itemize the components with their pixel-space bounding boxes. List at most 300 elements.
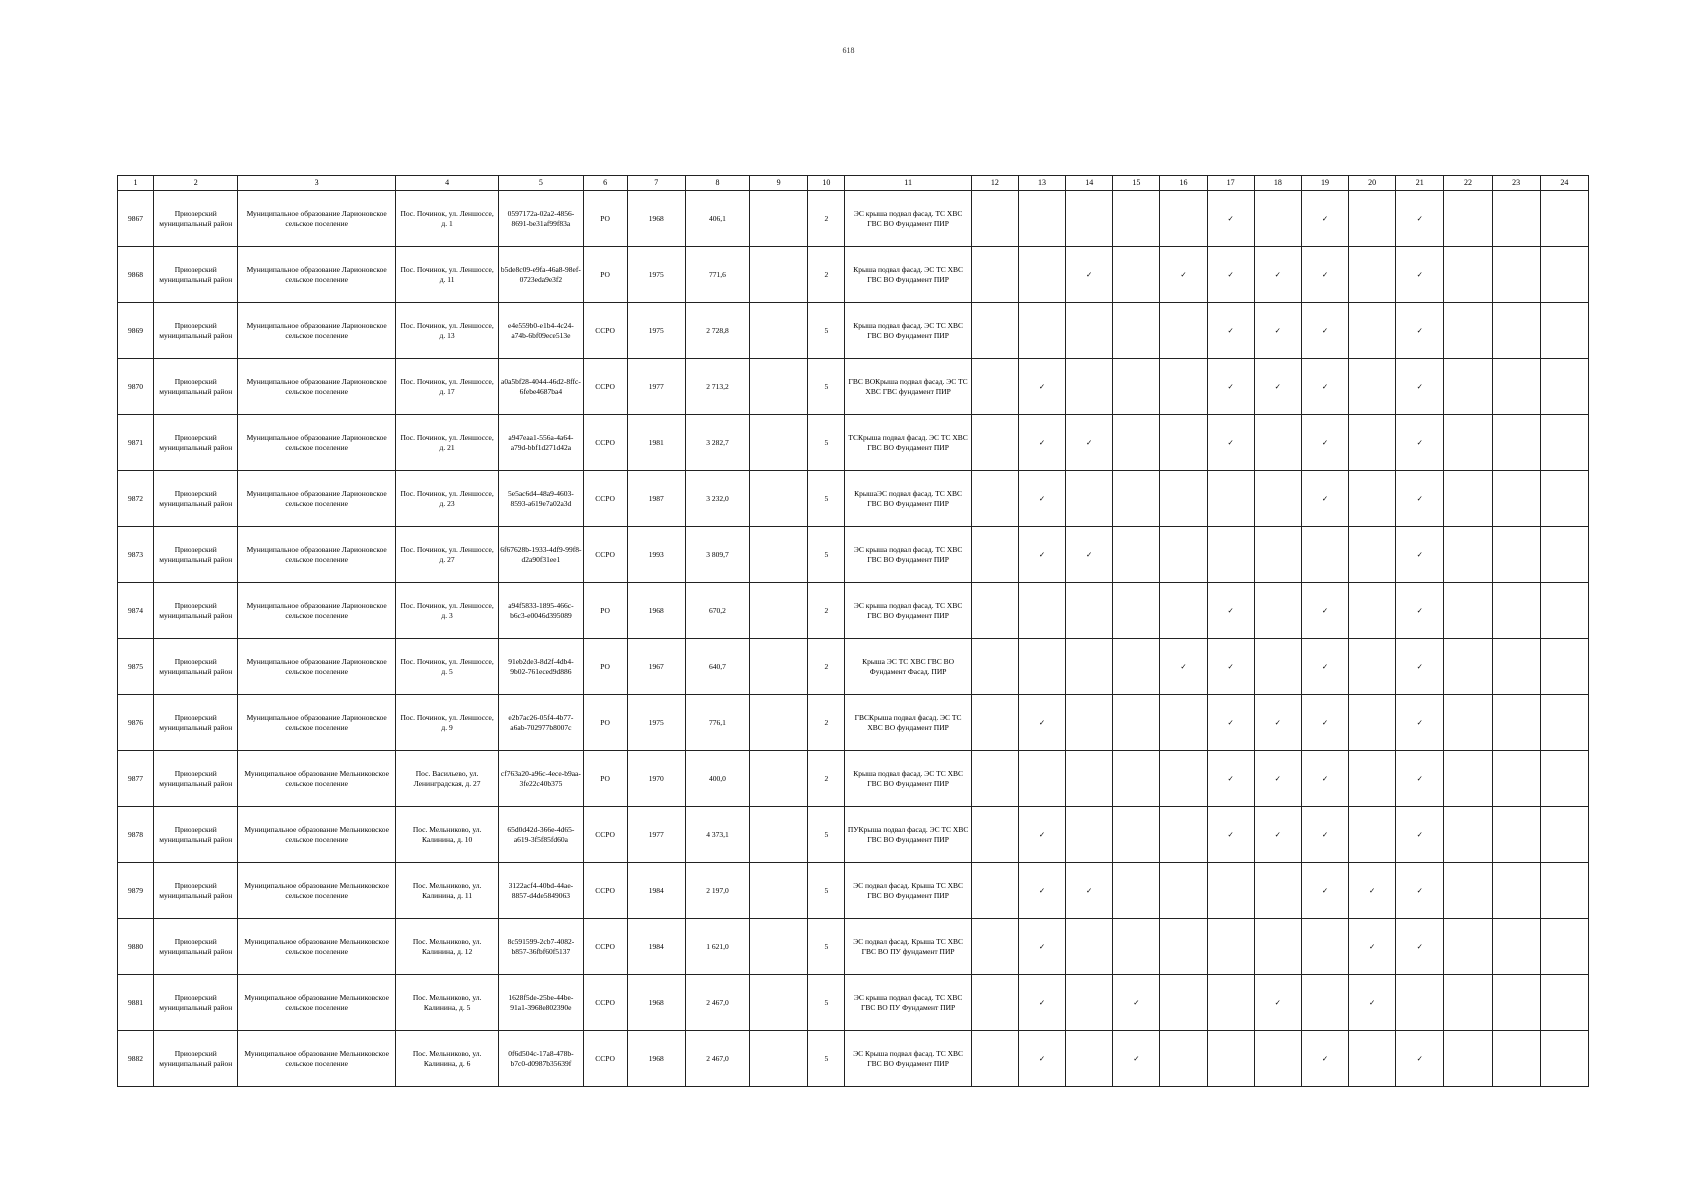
empty-cell: [1396, 975, 1444, 1031]
empty-cell: [971, 527, 1018, 583]
table-row: [118, 415, 1589, 471]
empty-cell: [1113, 471, 1160, 527]
year-cell: 1975: [627, 303, 685, 359]
check-mark-icon: ✓: [1301, 247, 1348, 303]
empty-cell: [1066, 695, 1113, 751]
year-cell: 1977: [627, 359, 685, 415]
empty-cell: [1540, 975, 1588, 1031]
table-row: [118, 359, 1589, 415]
works-cell: ЭС крыша подвал фасад. ТС ХВС ГВС ВО Фундамент ПИР: [845, 191, 971, 247]
area-cell: 2 467,0: [685, 975, 749, 1031]
column-9-cell: [750, 415, 808, 471]
empty-cell: [1492, 471, 1540, 527]
check-mark-icon: ✓: [1254, 359, 1301, 415]
district-cell: Приозерский муниципальный район: [154, 639, 238, 695]
column-header-12: 12: [971, 176, 1018, 191]
empty-cell: [971, 919, 1018, 975]
column-9-cell: [750, 751, 808, 807]
check-mark-icon: ✓: [1207, 303, 1254, 359]
check-mark-icon: ✓: [1396, 415, 1444, 471]
column-10-cell: 2: [808, 751, 845, 807]
empty-cell: [1540, 863, 1588, 919]
address-cell: Пос. Починок, ул. Леншоссе, д. 23: [395, 471, 498, 527]
check-mark-icon: ✓: [1018, 975, 1065, 1031]
area-cell: 4 373,1: [685, 807, 749, 863]
column-9-cell: [750, 191, 808, 247]
municipality-cell: Муниципальное образование Ларионовское сельское поселение: [238, 471, 396, 527]
column-header-11: 11: [845, 176, 971, 191]
empty-cell: [1113, 527, 1160, 583]
empty-cell: [1160, 359, 1207, 415]
check-mark-icon: ✓: [1207, 191, 1254, 247]
check-mark-icon: ✓: [1301, 583, 1348, 639]
check-mark-icon: ✓: [1066, 527, 1113, 583]
municipality-cell: Муниципальное образование Ларионовское сельское поселение: [238, 695, 396, 751]
district-cell: Приозерский муниципальный район: [154, 807, 238, 863]
municipality-cell: Муниципальное образование Мельниковское сельское поселение: [238, 751, 396, 807]
check-mark-icon: ✓: [1301, 751, 1348, 807]
row-number: 9872: [118, 471, 154, 527]
table-row: [118, 975, 1589, 1031]
check-mark-icon: ✓: [1396, 303, 1444, 359]
check-mark-icon: ✓: [1018, 863, 1065, 919]
municipality-cell: Муниципальное образование Мельниковское сельское поселение: [238, 919, 396, 975]
check-mark-icon: ✓: [1018, 919, 1065, 975]
house-type-cell: РО: [583, 191, 627, 247]
empty-cell: [1113, 639, 1160, 695]
empty-cell: [1349, 303, 1396, 359]
empty-cell: [1540, 471, 1588, 527]
check-mark-icon: ✓: [1018, 695, 1065, 751]
guid-cell: 3122acf4-40bd-44ae-8857-d4de5849063: [499, 863, 583, 919]
check-mark-icon: ✓: [1018, 359, 1065, 415]
page-number: 618: [842, 46, 855, 55]
column-9-cell: [750, 359, 808, 415]
check-mark-icon: ✓: [1018, 527, 1065, 583]
column-9-cell: [750, 527, 808, 583]
column-header-24: 24: [1540, 176, 1588, 191]
guid-cell: 8c591599-2cb7-4082-b857-36fbf60f5137: [499, 919, 583, 975]
empty-cell: [1160, 919, 1207, 975]
area-cell: 640,7: [685, 639, 749, 695]
empty-cell: [971, 863, 1018, 919]
empty-cell: [1540, 191, 1588, 247]
empty-cell: [1160, 527, 1207, 583]
empty-cell: [1444, 919, 1492, 975]
empty-cell: [1301, 919, 1348, 975]
empty-cell: [1540, 415, 1588, 471]
column-header-16: 16: [1160, 176, 1207, 191]
year-cell: 1975: [627, 695, 685, 751]
guid-cell: a947eaa1-556a-4a64-a79d-bbf1d271d42a: [499, 415, 583, 471]
year-cell: 1967: [627, 639, 685, 695]
empty-cell: [1540, 359, 1588, 415]
column-10-cell: 2: [808, 247, 845, 303]
empty-cell: [1160, 471, 1207, 527]
works-cell: ЭС крыша подвал фасад. ТС ХВС ГВС ВО Фундамент ПИР: [845, 583, 971, 639]
empty-cell: [1113, 359, 1160, 415]
empty-cell: [1349, 1031, 1396, 1087]
row-number: 9877: [118, 751, 154, 807]
column-10-cell: 2: [808, 583, 845, 639]
column-header-7: 7: [627, 176, 685, 191]
column-header-23: 23: [1492, 176, 1540, 191]
empty-cell: [1066, 975, 1113, 1031]
column-10-cell: 5: [808, 471, 845, 527]
column-10-cell: 5: [808, 415, 845, 471]
empty-cell: [1160, 583, 1207, 639]
house-type-cell: ССРО: [583, 919, 627, 975]
empty-cell: [971, 471, 1018, 527]
empty-cell: [1113, 415, 1160, 471]
check-mark-icon: ✓: [1301, 863, 1348, 919]
check-mark-icon: ✓: [1396, 359, 1444, 415]
empty-cell: [1444, 359, 1492, 415]
empty-cell: [1066, 639, 1113, 695]
column-10-cell: 5: [808, 303, 845, 359]
empty-cell: [1349, 471, 1396, 527]
empty-cell: [1349, 415, 1396, 471]
check-mark-icon: ✓: [1207, 807, 1254, 863]
column-header-21: 21: [1396, 176, 1444, 191]
guid-cell: 91eb2de3-8d2f-4db4-9b02-761eced9d886: [499, 639, 583, 695]
district-cell: Приозерский муниципальный район: [154, 415, 238, 471]
area-cell: 406,1: [685, 191, 749, 247]
empty-cell: [1444, 975, 1492, 1031]
empty-cell: [1207, 471, 1254, 527]
empty-cell: [1018, 191, 1065, 247]
address-cell: Пос. Починок, ул. Леншоссе, д. 11: [395, 247, 498, 303]
check-mark-icon: ✓: [1254, 303, 1301, 359]
check-mark-icon: ✓: [1018, 1031, 1065, 1087]
address-cell: Пос. Мельниково, ул. Калинина, д. 10: [395, 807, 498, 863]
check-mark-icon: ✓: [1301, 471, 1348, 527]
check-mark-icon: ✓: [1113, 1031, 1160, 1087]
area-cell: 2 197,0: [685, 863, 749, 919]
empty-cell: [1113, 247, 1160, 303]
column-header-2: 2: [154, 176, 238, 191]
guid-cell: 6f67628b-1933-4df9-99f8-d2a90f31ee1: [499, 527, 583, 583]
municipality-cell: Муниципальное образование Ларионовское сельское поселение: [238, 303, 396, 359]
check-mark-icon: ✓: [1207, 359, 1254, 415]
works-cell: ЭС подвал фасад. Крыша ТС ХВС ГВС ВО ПУ фундамент ПИР: [845, 919, 971, 975]
empty-cell: [1349, 807, 1396, 863]
address-cell: Пос. Васильево, ул. Ленинградская, д. 27: [395, 751, 498, 807]
empty-cell: [1349, 527, 1396, 583]
check-mark-icon: ✓: [1301, 639, 1348, 695]
check-mark-icon: ✓: [1254, 751, 1301, 807]
check-mark-icon: ✓: [1396, 639, 1444, 695]
empty-cell: [1113, 303, 1160, 359]
empty-cell: [1444, 1031, 1492, 1087]
empty-cell: [971, 807, 1018, 863]
check-mark-icon: ✓: [1207, 639, 1254, 695]
district-cell: Приозерский муниципальный район: [154, 863, 238, 919]
address-cell: Пос. Починок, ул. Леншоссе, д. 1: [395, 191, 498, 247]
empty-cell: [971, 303, 1018, 359]
empty-cell: [1113, 807, 1160, 863]
column-10-cell: 5: [808, 807, 845, 863]
year-cell: 1968: [627, 583, 685, 639]
works-cell: ПУКрыша подвал фасад. ЭС ТС ХВС ГВС ВО Фундамент ПИР: [845, 807, 971, 863]
check-mark-icon: ✓: [1018, 415, 1065, 471]
check-mark-icon: ✓: [1207, 247, 1254, 303]
column-10-cell: 2: [808, 639, 845, 695]
works-cell: ЭС подвал фасад. Крыша ТС ХВС ГВС ВО Фундамент ПИР: [845, 863, 971, 919]
district-cell: Приозерский муниципальный район: [154, 247, 238, 303]
check-mark-icon: ✓: [1396, 247, 1444, 303]
check-mark-icon: ✓: [1396, 191, 1444, 247]
empty-cell: [1066, 303, 1113, 359]
empty-cell: [1349, 751, 1396, 807]
empty-cell: [1444, 583, 1492, 639]
column-9-cell: [750, 863, 808, 919]
municipality-cell: Муниципальное образование Ларионовское сельское поселение: [238, 191, 396, 247]
table-row: [118, 919, 1589, 975]
table-row: [118, 247, 1589, 303]
empty-cell: [1113, 751, 1160, 807]
column-9-cell: [750, 303, 808, 359]
year-cell: 1984: [627, 863, 685, 919]
guid-cell: e4e559b0-e1b4-4c24-a74b-6bf09ece513e: [499, 303, 583, 359]
empty-cell: [971, 583, 1018, 639]
area-cell: 2 728,8: [685, 303, 749, 359]
check-mark-icon: ✓: [1349, 919, 1396, 975]
table-row: [118, 191, 1589, 247]
empty-cell: [1207, 527, 1254, 583]
empty-cell: [1254, 191, 1301, 247]
area-cell: 3 282,7: [685, 415, 749, 471]
address-cell: Пос. Починок, ул. Леншоссе, д. 21: [395, 415, 498, 471]
row-number: 9871: [118, 415, 154, 471]
empty-cell: [1492, 527, 1540, 583]
check-mark-icon: ✓: [1207, 695, 1254, 751]
address-cell: Пос. Починок, ул. Леншоссе, д. 27: [395, 527, 498, 583]
empty-cell: [971, 975, 1018, 1031]
municipality-cell: Муниципальное образование Ларионовское сельское поселение: [238, 583, 396, 639]
row-number: 9880: [118, 919, 154, 975]
address-cell: Пос. Мельниково, ул. Калинина, д. 11: [395, 863, 498, 919]
check-mark-icon: ✓: [1207, 751, 1254, 807]
check-mark-icon: ✓: [1396, 919, 1444, 975]
house-type-cell: РО: [583, 695, 627, 751]
column-9-cell: [750, 639, 808, 695]
empty-cell: [1492, 191, 1540, 247]
empty-cell: [1492, 359, 1540, 415]
empty-cell: [1160, 303, 1207, 359]
table-row: [118, 303, 1589, 359]
empty-cell: [971, 751, 1018, 807]
column-9-cell: [750, 1031, 808, 1087]
empty-cell: [1349, 191, 1396, 247]
empty-cell: [1160, 751, 1207, 807]
check-mark-icon: ✓: [1301, 359, 1348, 415]
empty-cell: [1492, 919, 1540, 975]
row-number: 9875: [118, 639, 154, 695]
empty-cell: [1066, 583, 1113, 639]
check-mark-icon: ✓: [1018, 807, 1065, 863]
district-cell: Приозерский муниципальный район: [154, 695, 238, 751]
column-10-cell: 5: [808, 527, 845, 583]
empty-cell: [1066, 751, 1113, 807]
row-number: 9879: [118, 863, 154, 919]
year-cell: 1993: [627, 527, 685, 583]
column-header-1: 1: [118, 176, 154, 191]
empty-cell: [1349, 639, 1396, 695]
municipality-cell: Муниципальное образование Мельниковское сельское поселение: [238, 863, 396, 919]
address-cell: Пос. Починок, ул. Леншоссе, д. 3: [395, 583, 498, 639]
empty-cell: [1540, 695, 1588, 751]
table-row: [118, 1031, 1589, 1087]
empty-cell: [1207, 919, 1254, 975]
check-mark-icon: ✓: [1396, 695, 1444, 751]
municipality-cell: Муниципальное образование Мельниковское сельское поселение: [238, 1031, 396, 1087]
column-header-19: 19: [1301, 176, 1348, 191]
empty-cell: [1349, 359, 1396, 415]
empty-cell: [1113, 695, 1160, 751]
table-row: [118, 751, 1589, 807]
check-mark-icon: ✓: [1113, 975, 1160, 1031]
column-header-15: 15: [1113, 176, 1160, 191]
column-10-cell: 5: [808, 975, 845, 1031]
empty-cell: [1492, 751, 1540, 807]
column-header-4: 4: [395, 176, 498, 191]
column-10-cell: 5: [808, 1031, 845, 1087]
column-9-cell: [750, 247, 808, 303]
check-mark-icon: ✓: [1396, 863, 1444, 919]
municipality-cell: Муниципальное образование Мельниковское сельское поселение: [238, 807, 396, 863]
guid-cell: 5e5ac6d4-48a9-4603-8593-a619e7a02a3d: [499, 471, 583, 527]
house-type-cell: РО: [583, 639, 627, 695]
year-cell: 1977: [627, 807, 685, 863]
empty-cell: [1066, 359, 1113, 415]
empty-cell: [1254, 415, 1301, 471]
works-cell: ГВС ВОКрыша подвал фасад. ЭС ТС ХВС ГВС фундамент ПИР: [845, 359, 971, 415]
address-cell: Пос. Мельниково, ул. Калинина, д. 12: [395, 919, 498, 975]
empty-cell: [1207, 1031, 1254, 1087]
house-type-cell: ССРО: [583, 303, 627, 359]
table-row: [118, 639, 1589, 695]
house-type-cell: ССРО: [583, 527, 627, 583]
empty-cell: [1444, 639, 1492, 695]
empty-cell: [971, 1031, 1018, 1087]
empty-cell: [1160, 191, 1207, 247]
empty-cell: [1066, 919, 1113, 975]
empty-cell: [1492, 695, 1540, 751]
area-cell: 400,0: [685, 751, 749, 807]
house-type-cell: ССРО: [583, 807, 627, 863]
empty-cell: [1444, 191, 1492, 247]
guid-cell: 65d0d42d-366e-4d65-a619-3f5f85fd60a: [499, 807, 583, 863]
municipality-cell: Муниципальное образование Ларионовское сельское поселение: [238, 639, 396, 695]
municipality-cell: Муниципальное образование Мельниковское сельское поселение: [238, 975, 396, 1031]
check-mark-icon: ✓: [1254, 975, 1301, 1031]
year-cell: 1968: [627, 975, 685, 1031]
column-header-18: 18: [1254, 176, 1301, 191]
column-10-cell: 2: [808, 695, 845, 751]
empty-cell: [1018, 751, 1065, 807]
check-mark-icon: ✓: [1301, 191, 1348, 247]
empty-cell: [1301, 975, 1348, 1031]
empty-cell: [971, 639, 1018, 695]
house-type-cell: РО: [583, 583, 627, 639]
empty-cell: [1492, 415, 1540, 471]
register-table: [117, 175, 1589, 1087]
empty-cell: [1254, 583, 1301, 639]
column-9-cell: [750, 471, 808, 527]
check-mark-icon: ✓: [1301, 807, 1348, 863]
guid-cell: a0a5bf28-4044-46d2-8ffc-6febe4687ba4: [499, 359, 583, 415]
column-header-10: 10: [808, 176, 845, 191]
district-cell: Приозерский муниципальный район: [154, 303, 238, 359]
empty-cell: [1066, 471, 1113, 527]
check-mark-icon: ✓: [1301, 1031, 1348, 1087]
area-cell: 3 232,0: [685, 471, 749, 527]
empty-cell: [1492, 863, 1540, 919]
row-number: 9881: [118, 975, 154, 1031]
check-mark-icon: ✓: [1066, 863, 1113, 919]
guid-cell: cf763a20-a96c-4ece-b9aa-3fe22c40b375: [499, 751, 583, 807]
address-cell: Пос. Починок, ул. Леншоссе, д. 5: [395, 639, 498, 695]
column-header-9: 9: [750, 176, 808, 191]
empty-cell: [1349, 695, 1396, 751]
empty-cell: [971, 415, 1018, 471]
empty-cell: [1444, 247, 1492, 303]
column-9-cell: [750, 975, 808, 1031]
empty-cell: [1540, 303, 1588, 359]
empty-cell: [1492, 1031, 1540, 1087]
empty-cell: [1207, 863, 1254, 919]
works-cell: ТСКрыша подвал фасад. ЭС ТС ХВС ГВС ВО Фундамент ПИР: [845, 415, 971, 471]
area-cell: 1 621,0: [685, 919, 749, 975]
empty-cell: [1160, 807, 1207, 863]
empty-cell: [971, 247, 1018, 303]
row-number: 9878: [118, 807, 154, 863]
check-mark-icon: ✓: [1301, 695, 1348, 751]
empty-cell: [1540, 527, 1588, 583]
table-row: [118, 863, 1589, 919]
area-cell: 670,2: [685, 583, 749, 639]
empty-cell: [1160, 695, 1207, 751]
empty-cell: [1018, 247, 1065, 303]
empty-cell: [1066, 1031, 1113, 1087]
empty-cell: [1160, 863, 1207, 919]
empty-cell: [1113, 583, 1160, 639]
house-type-cell: РО: [583, 247, 627, 303]
works-cell: Крыша подвал фасад. ЭС ТС ХВС ГВС ВО Фундамент ПИР: [845, 247, 971, 303]
column-9-cell: [750, 695, 808, 751]
guid-cell: 1628f5de-25be-44be-91a1-3968e802390e: [499, 975, 583, 1031]
guid-cell: a94f5833-1895-466c-b6c3-e0046d395089: [499, 583, 583, 639]
empty-cell: [1540, 247, 1588, 303]
address-cell: Пос. Мельниково, ул. Калинина, д. 5: [395, 975, 498, 1031]
year-cell: 1968: [627, 1031, 685, 1087]
empty-cell: [971, 191, 1018, 247]
header-row: [118, 176, 1589, 191]
empty-cell: [1018, 303, 1065, 359]
municipality-cell: Муниципальное образование Ларионовское сельское поселение: [238, 359, 396, 415]
column-9-cell: [750, 583, 808, 639]
empty-cell: [1492, 247, 1540, 303]
row-number: 9874: [118, 583, 154, 639]
year-cell: 1968: [627, 191, 685, 247]
house-type-cell: РО: [583, 751, 627, 807]
check-mark-icon: ✓: [1254, 247, 1301, 303]
empty-cell: [1018, 639, 1065, 695]
check-mark-icon: ✓: [1207, 583, 1254, 639]
empty-cell: [1349, 247, 1396, 303]
year-cell: 1975: [627, 247, 685, 303]
